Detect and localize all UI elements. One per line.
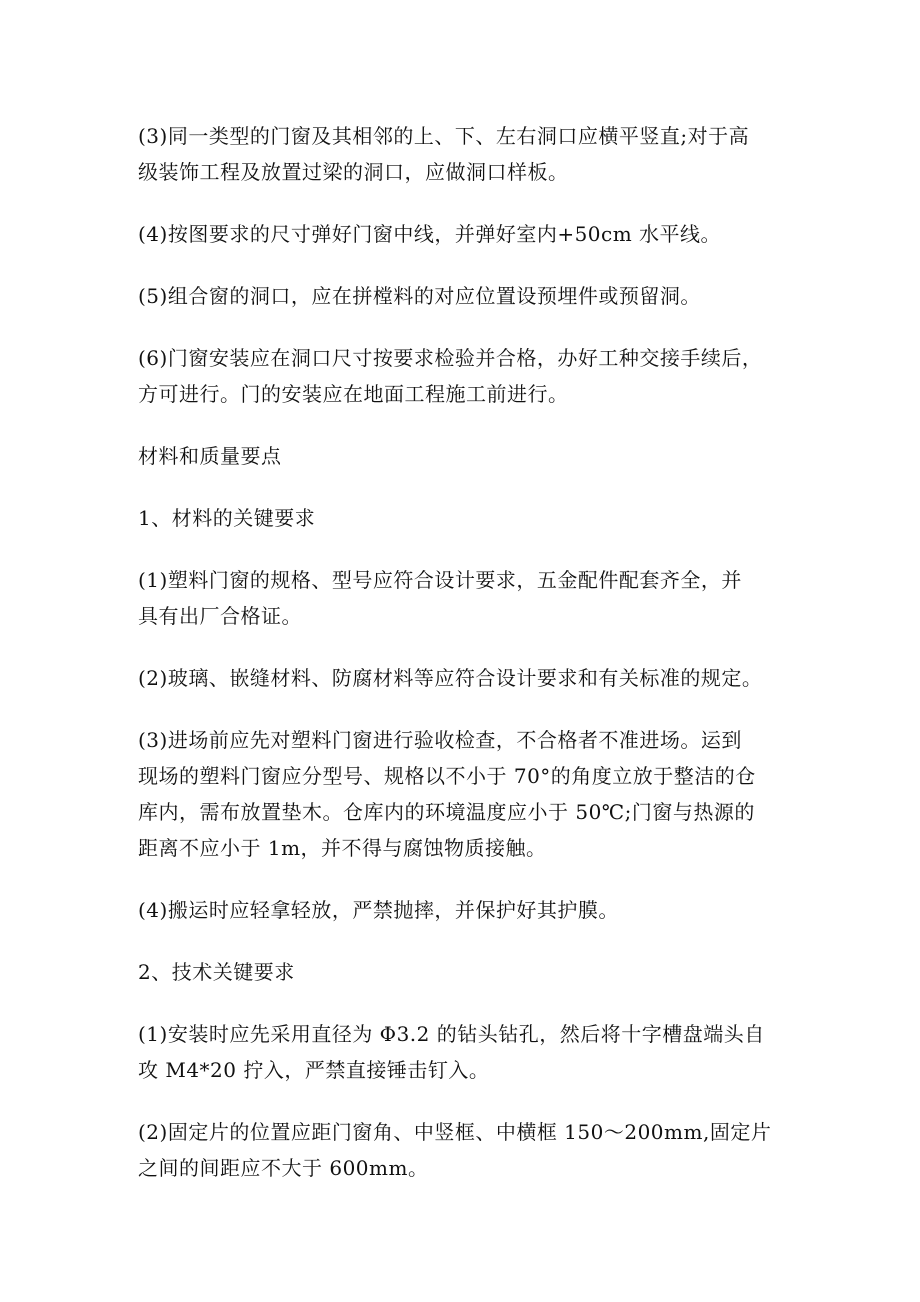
- paragraph-line: (6)门窗安装应在洞口尺寸按要求检验并合格，办好工种交接手续后，: [138, 346, 763, 370]
- subsection-heading-technical-requirements: 2、技术关键要求: [138, 960, 295, 984]
- paragraph-line: 距离不应小于 1m，并不得与腐蚀物质接触。: [138, 836, 547, 860]
- paragraph-1-specifications: [138, 562, 788, 634]
- paragraph-line: 现场的塑料门窗应分型号、规格以不小于 70°的角度立放于整洁的仓: [138, 764, 756, 788]
- paragraph-2-glass-materials: [138, 660, 788, 696]
- paragraph-5-combined-window: [138, 278, 788, 314]
- paragraph-line: 级装饰工程及放置过梁的洞口，应做洞口样板。: [138, 160, 569, 184]
- document-body: [138, 118, 788, 1212]
- paragraph-line: 库内，需布放置垫木。仓库内的环境温度应小于 50℃;门窗与热源的: [138, 800, 755, 824]
- paragraph-line: (4)按图要求的尺寸弹好门窗中线，并弹好室内+50cm 水平线。: [138, 222, 722, 246]
- paragraph-4-center-lines: [138, 216, 788, 252]
- paragraph-line: (3)同一类型的门窗及其相邻的上、下、左右洞口应横平竖直;对于高: [138, 124, 750, 148]
- paragraph-line: (5)组合窗的洞口，应在拼樘料的对应位置设预埋件或预留洞。: [138, 284, 701, 308]
- paragraph-line: 方可进行。门的安装应在地面工程施工前进行。: [138, 382, 569, 406]
- paragraph-4-handling: [138, 892, 788, 928]
- paragraph-line: (2)固定片的位置应距门窗角、中竖框、中横框 150～200mm,固定片: [138, 1120, 772, 1144]
- section-heading-materials-quality: 材料和质量要点: [138, 444, 282, 468]
- paragraph-6-installation-check: [138, 340, 788, 412]
- subsection-heading-material-requirements: 1、材料的关键要求: [138, 506, 316, 530]
- paragraph-2-fixing-plates: [138, 1114, 788, 1186]
- paragraph-3-acceptance-storage: [138, 722, 788, 866]
- paragraph-line: (3)进场前应先对塑料门窗进行验收检查，不合格者不准进场。运到: [138, 728, 742, 752]
- paragraph-line: (1)安装时应先采用直径为 Φ3.2 的钻头钻孔，然后将十字槽盘端头自: [138, 1022, 765, 1046]
- paragraph-line: 攻 M4*20 拧入，严禁直接锤击钉入。: [138, 1058, 490, 1082]
- paragraph-line: 之间的间距应不大于 600mm。: [138, 1156, 429, 1180]
- paragraph-1-drilling: [138, 1016, 788, 1088]
- paragraph-line: (2)玻璃、嵌缝材料、防腐材料等应符合设计要求和有关标准的规定。: [138, 666, 763, 690]
- paragraph-line: 具有出厂合格证。: [138, 604, 302, 628]
- paragraph-line: (4)搬运时应轻拿轻放，严禁抛摔，并保护好其护膜。: [138, 898, 619, 922]
- paragraph-3-door-window-openings: [138, 118, 788, 190]
- paragraph-line: (1)塑料门窗的规格、型号应符合设计要求，五金配件配套齐全，并: [138, 568, 742, 592]
